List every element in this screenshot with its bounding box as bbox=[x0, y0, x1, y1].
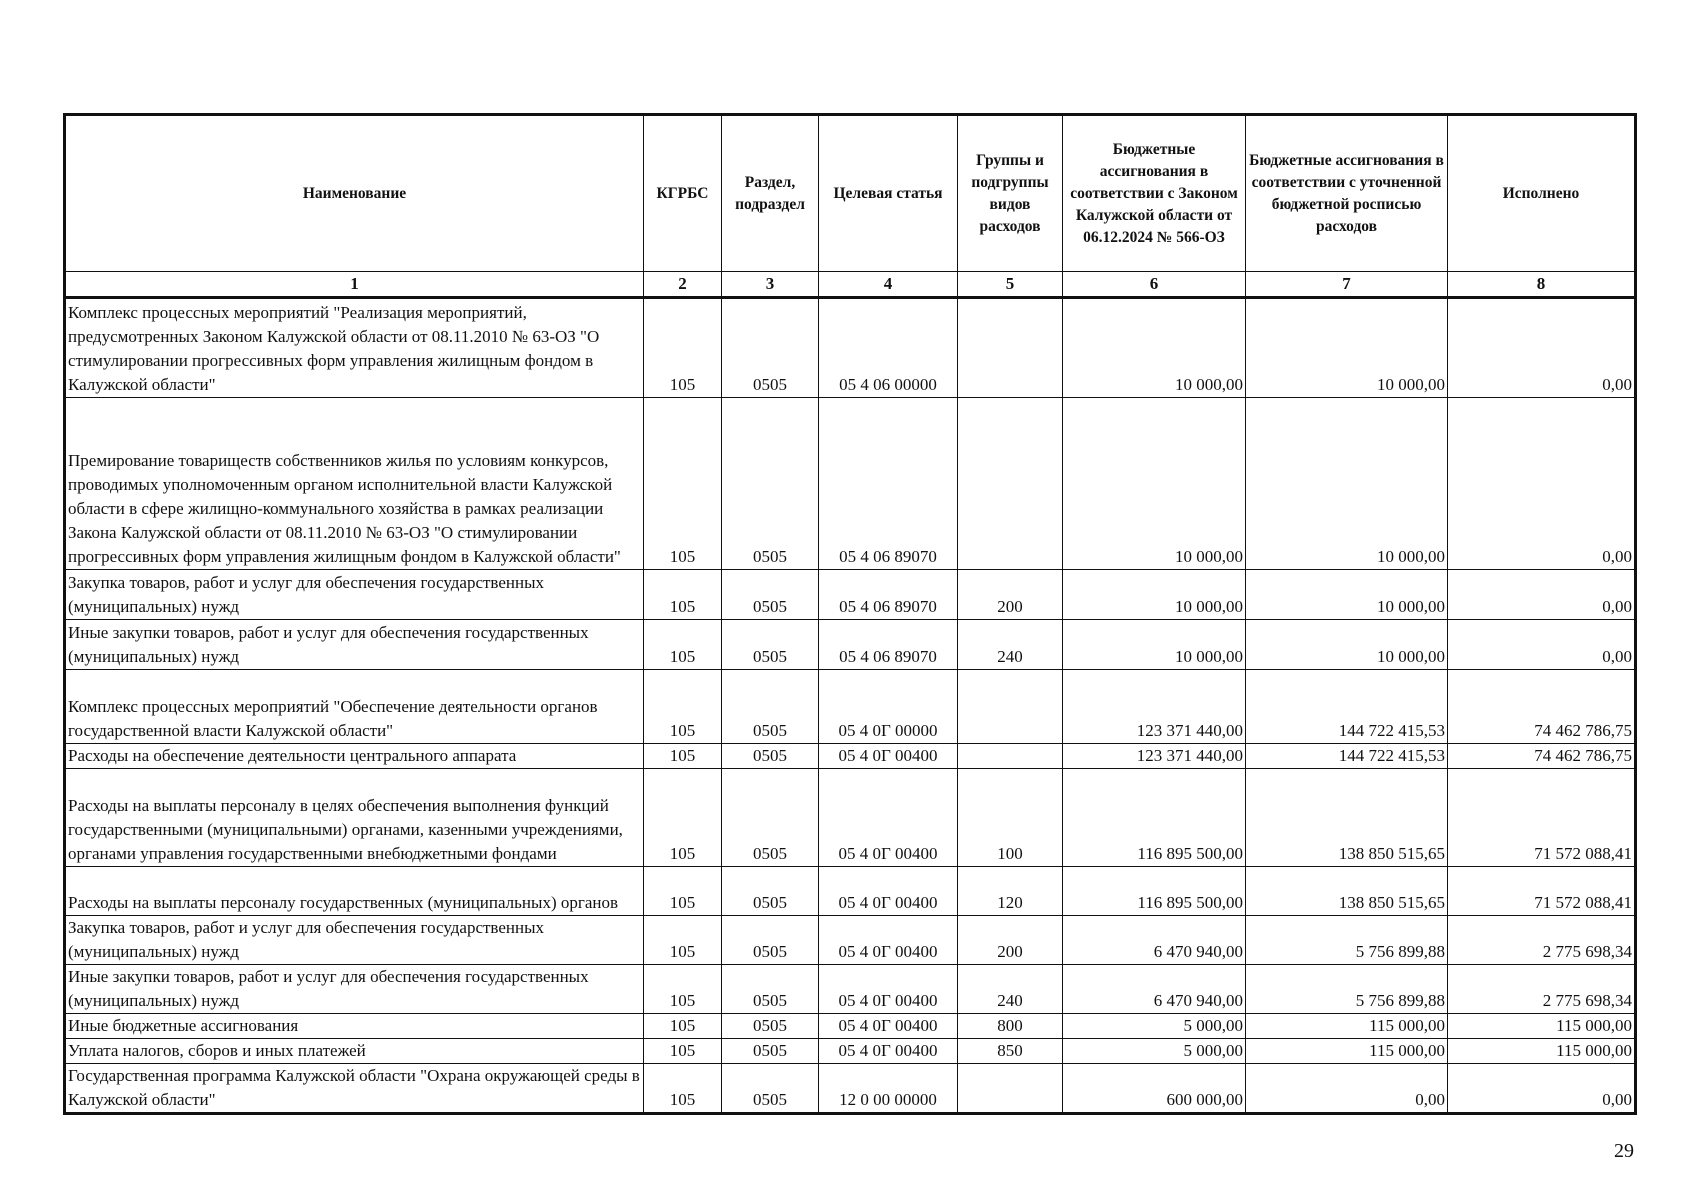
row-kgrbs: 105 bbox=[644, 620, 722, 670]
row-section: 0505 bbox=[722, 769, 819, 867]
row-section: 0505 bbox=[722, 398, 819, 570]
row-executed-amount: 2 775 698,34 bbox=[1448, 916, 1636, 965]
row-name: Премирование товариществ собственников жилья по условиям конкурсов, проводимых уполномоченным органом исполнительной власти Калужской области в сфере жилищно-коммунального хозяйства в рамках реализации Закона Калужской области от 08.11.2010 № 63-ОЗ "О стимулировании прогрессивных форм управления жилищным фондом в Калужской области" bbox=[65, 398, 644, 570]
row-name: Уплата налогов, сборов и иных платежей bbox=[65, 1039, 644, 1064]
row-target: 12 0 00 00000 bbox=[819, 1064, 958, 1114]
row-refined-amount: 115 000,00 bbox=[1246, 1014, 1448, 1039]
row-kgrbs: 105 bbox=[644, 670, 722, 744]
table-row bbox=[65, 670, 1636, 744]
column-number: 3 bbox=[722, 272, 819, 298]
row-executed-amount: 0,00 bbox=[1448, 1064, 1636, 1114]
row-name: Государственная программа Калужской области "Охрана окружающей среды в Калужской области" bbox=[65, 1064, 644, 1114]
row-name: Комплекс процессных мероприятий "Реализация мероприятий, предусмотренных Законом Калужской области от 08.11.2010 № 63-ОЗ "О стимулировании прогрессивных форм управления жилищным фондом в Калужской области" bbox=[65, 298, 644, 398]
table-row bbox=[65, 398, 1636, 570]
table-row bbox=[65, 620, 1636, 670]
row-section: 0505 bbox=[722, 298, 819, 398]
row-group: 100 bbox=[958, 769, 1063, 867]
row-kgrbs: 105 bbox=[644, 398, 722, 570]
row-section: 0505 bbox=[722, 965, 819, 1014]
row-executed-amount: 71 572 088,41 bbox=[1448, 769, 1636, 867]
row-law-amount: 6 470 940,00 bbox=[1063, 916, 1246, 965]
row-law-amount: 600 000,00 bbox=[1063, 1064, 1246, 1114]
table-row bbox=[65, 769, 1636, 867]
table-row bbox=[65, 1014, 1636, 1039]
row-target: 05 4 0Г 00400 bbox=[819, 965, 958, 1014]
row-target: 05 4 0Г 00400 bbox=[819, 744, 958, 769]
column-number: 4 bbox=[819, 272, 958, 298]
row-group: 800 bbox=[958, 1014, 1063, 1039]
table-row bbox=[65, 744, 1636, 769]
row-target: 05 4 0Г 00400 bbox=[819, 1039, 958, 1064]
row-refined-amount: 10 000,00 bbox=[1246, 398, 1448, 570]
row-name: Комплекс процессных мероприятий "Обеспечение деятельности органов государственной власти Калужской области" bbox=[65, 670, 644, 744]
row-executed-amount: 0,00 bbox=[1448, 298, 1636, 398]
column-number: 6 bbox=[1063, 272, 1246, 298]
header-law-allocations: Бюджетные ассигнования в соответствии с Законом Калужской области от 06.12.2024 № 566-ОЗ bbox=[1063, 115, 1246, 272]
row-executed-amount: 71 572 088,41 bbox=[1448, 867, 1636, 916]
row-kgrbs: 105 bbox=[644, 744, 722, 769]
row-executed-amount: 0,00 bbox=[1448, 398, 1636, 570]
row-refined-amount: 144 722 415,53 bbox=[1246, 670, 1448, 744]
row-refined-amount: 0,00 bbox=[1246, 1064, 1448, 1114]
row-target: 05 4 06 89070 bbox=[819, 620, 958, 670]
row-executed-amount: 74 462 786,75 bbox=[1448, 670, 1636, 744]
row-group bbox=[958, 298, 1063, 398]
row-name: Иные бюджетные ассигнования bbox=[65, 1014, 644, 1039]
row-kgrbs: 105 bbox=[644, 1014, 722, 1039]
row-refined-amount: 10 000,00 bbox=[1246, 570, 1448, 620]
table-row bbox=[65, 916, 1636, 965]
row-executed-amount: 2 775 698,34 bbox=[1448, 965, 1636, 1014]
row-target: 05 4 0Г 00400 bbox=[819, 1014, 958, 1039]
page-number: 29 bbox=[1614, 1140, 1634, 1162]
row-executed-amount: 74 462 786,75 bbox=[1448, 744, 1636, 769]
row-target: 05 4 06 89070 bbox=[819, 570, 958, 620]
header-expense-group: Группы и подгруппы видов расходов bbox=[958, 115, 1063, 272]
row-kgrbs: 105 bbox=[644, 965, 722, 1014]
row-target: 05 4 0Г 00400 bbox=[819, 916, 958, 965]
row-group bbox=[958, 398, 1063, 570]
row-target: 05 4 0Г 00000 bbox=[819, 670, 958, 744]
row-name: Расходы на выплаты персоналу в целях обеспечения выполнения функций государственными (муниципальными) органами, казенными учреждениями, органами управления государственными внебюджетными фондами bbox=[65, 769, 644, 867]
row-kgrbs: 105 bbox=[644, 1039, 722, 1064]
row-group: 850 bbox=[958, 1039, 1063, 1064]
row-section: 0505 bbox=[722, 620, 819, 670]
row-law-amount: 123 371 440,00 bbox=[1063, 670, 1246, 744]
row-group: 120 bbox=[958, 867, 1063, 916]
row-executed-amount: 0,00 bbox=[1448, 570, 1636, 620]
header-target-article: Целевая статья bbox=[819, 115, 958, 272]
row-target: 05 4 0Г 00400 bbox=[819, 769, 958, 867]
column-number: 5 bbox=[958, 272, 1063, 298]
table-row bbox=[65, 965, 1636, 1014]
table-row bbox=[65, 1039, 1636, 1064]
row-refined-amount: 10 000,00 bbox=[1246, 298, 1448, 398]
row-kgrbs: 105 bbox=[644, 769, 722, 867]
row-group: 200 bbox=[958, 570, 1063, 620]
row-refined-amount: 5 756 899,88 bbox=[1246, 916, 1448, 965]
row-refined-amount: 10 000,00 bbox=[1246, 620, 1448, 670]
row-group bbox=[958, 744, 1063, 769]
row-target: 05 4 0Г 00400 bbox=[819, 867, 958, 916]
row-target: 05 4 06 89070 bbox=[819, 398, 958, 570]
column-number: 1 bbox=[65, 272, 644, 298]
row-kgrbs: 105 bbox=[644, 916, 722, 965]
row-kgrbs: 105 bbox=[644, 867, 722, 916]
table-row bbox=[65, 867, 1636, 916]
row-law-amount: 116 895 500,00 bbox=[1063, 867, 1246, 916]
row-law-amount: 10 000,00 bbox=[1063, 398, 1246, 570]
row-refined-amount: 138 850 515,65 bbox=[1246, 867, 1448, 916]
row-section: 0505 bbox=[722, 670, 819, 744]
row-group: 200 bbox=[958, 916, 1063, 965]
row-kgrbs: 105 bbox=[644, 298, 722, 398]
header-kgrbs: КГРБС bbox=[644, 115, 722, 272]
row-refined-amount: 144 722 415,53 bbox=[1246, 744, 1448, 769]
row-group: 240 bbox=[958, 620, 1063, 670]
row-law-amount: 10 000,00 bbox=[1063, 620, 1246, 670]
row-refined-amount: 115 000,00 bbox=[1246, 1039, 1448, 1064]
row-section: 0505 bbox=[722, 1039, 819, 1064]
row-section: 0505 bbox=[722, 867, 819, 916]
header-name: Наименование bbox=[65, 115, 644, 272]
row-law-amount: 123 371 440,00 bbox=[1063, 744, 1246, 769]
header-section: Раздел, подраздел bbox=[722, 115, 819, 272]
row-refined-amount: 138 850 515,65 bbox=[1246, 769, 1448, 867]
row-section: 0505 bbox=[722, 570, 819, 620]
row-name: Иные закупки товаров, работ и услуг для обеспечения государственных (муниципальных) нужд bbox=[65, 620, 644, 670]
header-row bbox=[65, 115, 1636, 272]
row-law-amount: 5 000,00 bbox=[1063, 1039, 1246, 1064]
budget-execution-table bbox=[63, 113, 1637, 1115]
table-row bbox=[65, 570, 1636, 620]
row-group bbox=[958, 1064, 1063, 1114]
row-name: Иные закупки товаров, работ и услуг для обеспечения государственных (муниципальных) нужд bbox=[65, 965, 644, 1014]
row-law-amount: 6 470 940,00 bbox=[1063, 965, 1246, 1014]
row-executed-amount: 115 000,00 bbox=[1448, 1039, 1636, 1064]
row-section: 0505 bbox=[722, 744, 819, 769]
column-number: 7 bbox=[1246, 272, 1448, 298]
row-executed-amount: 115 000,00 bbox=[1448, 1014, 1636, 1039]
row-name: Закупка товаров, работ и услуг для обеспечения государственных (муниципальных) нужд bbox=[65, 570, 644, 620]
row-section: 0505 bbox=[722, 916, 819, 965]
column-number-row bbox=[65, 272, 1636, 298]
row-executed-amount: 0,00 bbox=[1448, 620, 1636, 670]
header-executed: Исполнено bbox=[1448, 115, 1636, 272]
row-group: 240 bbox=[958, 965, 1063, 1014]
row-name: Расходы на обеспечение деятельности центрального аппарата bbox=[65, 744, 644, 769]
row-refined-amount: 5 756 899,88 bbox=[1246, 965, 1448, 1014]
row-group bbox=[958, 670, 1063, 744]
row-section: 0505 bbox=[722, 1014, 819, 1039]
row-name: Закупка товаров, работ и услуг для обеспечения государственных (муниципальных) нужд bbox=[65, 916, 644, 965]
row-kgrbs: 105 bbox=[644, 1064, 722, 1114]
column-number: 8 bbox=[1448, 272, 1636, 298]
row-law-amount: 5 000,00 bbox=[1063, 1014, 1246, 1039]
row-target: 05 4 06 00000 bbox=[819, 298, 958, 398]
row-law-amount: 10 000,00 bbox=[1063, 298, 1246, 398]
column-number: 2 bbox=[644, 272, 722, 298]
row-law-amount: 116 895 500,00 bbox=[1063, 769, 1246, 867]
row-section: 0505 bbox=[722, 1064, 819, 1114]
table-row bbox=[65, 298, 1636, 398]
row-name: Расходы на выплаты персоналу государственных (муниципальных) органов bbox=[65, 867, 644, 916]
header-refined-allocations: Бюджетные ассигнования в соответствии с уточненной бюджетной росписью расходов bbox=[1246, 115, 1448, 272]
row-kgrbs: 105 bbox=[644, 570, 722, 620]
row-law-amount: 10 000,00 bbox=[1063, 570, 1246, 620]
table-row bbox=[65, 1064, 1636, 1114]
